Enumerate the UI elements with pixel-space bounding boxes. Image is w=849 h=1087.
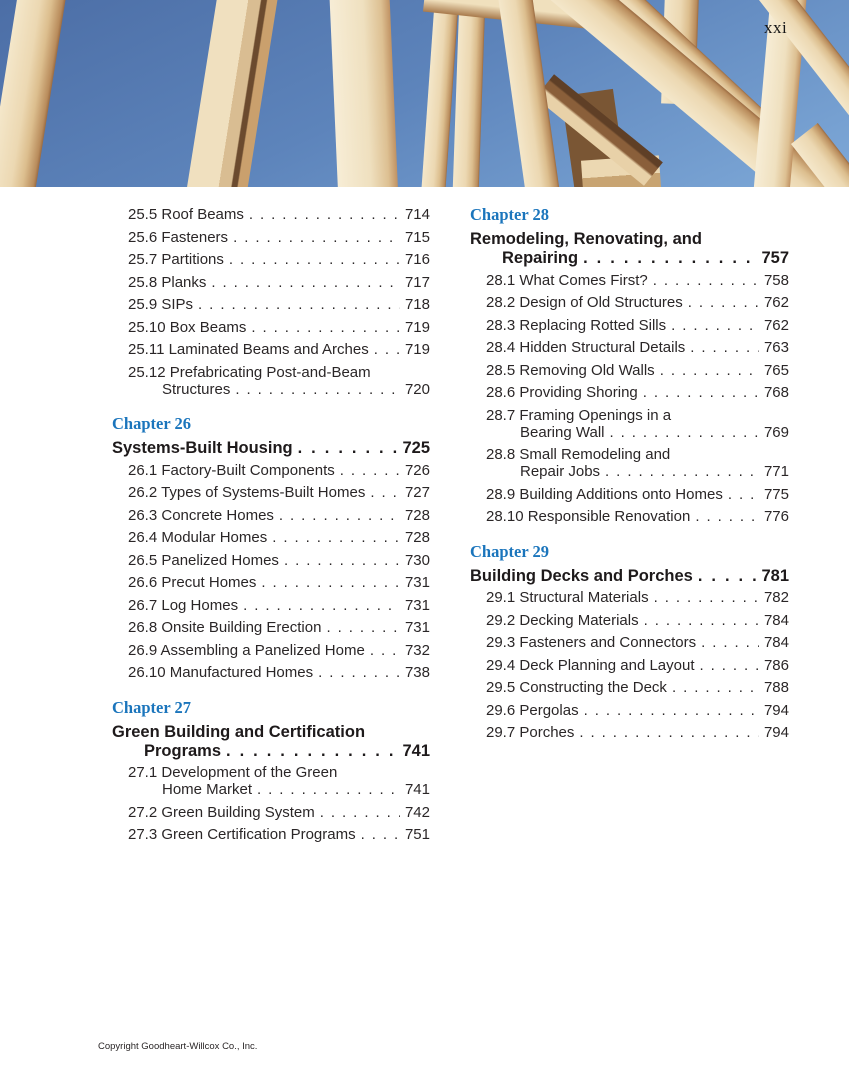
dot-leader [272, 527, 400, 550]
toc-entry [470, 484, 789, 507]
page-ref: 786 [763, 656, 789, 674]
toc-entry [112, 595, 430, 618]
page-ref: 741 [404, 781, 430, 798]
chapter-number-heading [112, 413, 430, 436]
chapter-title-text: Building Decks and Porches [470, 566, 693, 585]
page-ref: 781 [761, 566, 789, 585]
page-ref: 728 [404, 529, 430, 546]
dot-leader [671, 315, 759, 338]
dot-leader [229, 249, 400, 272]
page-number: xxi [764, 18, 788, 37]
toc-entry-continued-text: Bearing Wall [520, 423, 605, 441]
dot-leader [579, 722, 759, 745]
toc-entry [470, 722, 789, 745]
toc-entry-text: 26.5 Panelized Homes [128, 551, 279, 569]
page-ref: 719 [404, 318, 430, 336]
toc-entry-text: 26.9 Assembling a Panelized Home [128, 641, 365, 659]
chapter-title-continued [470, 247, 789, 270]
page-ref: 715 [404, 228, 430, 246]
toc-entry [112, 824, 430, 847]
page-ref: 784 [763, 634, 789, 651]
page-ref: 751 [404, 826, 430, 843]
dot-leader [257, 779, 400, 802]
dot-leader [261, 572, 400, 595]
dot-leader [672, 677, 759, 700]
dot-leader [226, 740, 397, 763]
dot-leader [198, 294, 400, 317]
toc-entry [470, 337, 789, 360]
toc-entry-text: 29.3 Fasteners and Connectors [486, 634, 697, 651]
toc-column-right [470, 204, 789, 745]
toc-entry-text: 25.11 Laminated Beams and Arches [128, 341, 369, 358]
toc-entry-text: 29.7 Porches [486, 724, 575, 741]
page-ref: 717 [404, 273, 430, 291]
toc-entry [112, 482, 430, 505]
toc-entry-text: 28.9 Building Additions onto Homes [486, 485, 723, 503]
dot-leader [695, 506, 759, 529]
toc-entry-text: 27.3 Green Certification Programs [128, 826, 356, 843]
chapter-title-text: Remodeling, Renovating, and [470, 230, 702, 248]
toc-column-left [112, 204, 430, 847]
toc-entry-text: 26.3 Concrete Homes [128, 506, 274, 524]
page-ref: 794 [763, 724, 789, 741]
page-ref: 762 [763, 294, 789, 311]
page-ref: 782 [763, 589, 789, 606]
toc-entry [470, 632, 789, 655]
toc-entry-text: 29.1 Structural Materials [486, 589, 649, 606]
toc-entry [112, 550, 430, 573]
page-ref: 730 [404, 551, 430, 569]
toc-entry [112, 505, 430, 528]
toc-entry [470, 270, 789, 293]
toc-entry [470, 700, 789, 723]
page-ref: 728 [404, 506, 430, 524]
toc-entry-text: 29.4 Deck Planning and Layout [486, 656, 695, 674]
chapter-title-text: Systems-Built Housing [112, 439, 293, 457]
toc-block [470, 204, 789, 529]
wood-stud-leaning [185, 0, 280, 187]
toc-entry-text: 26.2 Types of Systems-Built Homes [128, 484, 366, 501]
dot-leader [609, 422, 758, 445]
chapter-number-heading [112, 697, 430, 720]
toc-entry-text: 28.8 Small Remodeling and [486, 446, 671, 463]
toc-entry-continued-text: Structures [162, 380, 231, 398]
dot-leader [361, 824, 400, 847]
toc-entry [112, 617, 430, 640]
wood-stud-pair-2 [452, 0, 485, 187]
toc-entry-text: 26.8 Onsite Building Erection [128, 619, 322, 636]
toc-entry-text: 28.10 Responsible Renovation [486, 508, 691, 525]
dot-leader [699, 655, 758, 678]
dot-leader [643, 382, 759, 405]
toc-entry [470, 677, 789, 700]
toc-entry [112, 339, 430, 362]
dot-leader [690, 337, 759, 360]
chapter-title-text: Green Building and Certification [112, 722, 366, 741]
toc-entry-text: 26.7 Log Homes [128, 596, 239, 614]
toc-entry-text: 25.6 Fasteners [128, 228, 229, 246]
toc-entry-text: 27.1 Development of the Green [128, 764, 338, 781]
toc-entry-text: 28.2 Design of Old Structures [486, 294, 683, 311]
toc-entry [112, 317, 430, 340]
toc-entry [112, 527, 430, 550]
page-ref: 731 [404, 619, 430, 636]
toc-block [112, 697, 430, 847]
chapter-number-heading-text: Chapter 29 [470, 541, 549, 561]
dot-leader [298, 437, 398, 460]
dot-leader [370, 640, 400, 663]
toc-entry-continued-text: Home Market [162, 781, 253, 798]
page-ref: 762 [763, 316, 789, 334]
dot-leader [233, 227, 400, 250]
dot-leader [249, 204, 400, 227]
dot-leader [605, 461, 759, 484]
wood-stud-left-edge [0, 0, 68, 187]
chapter-number-heading-text: Chapter 28 [470, 205, 549, 224]
chapter-number-heading-text: Chapter 26 [112, 414, 191, 433]
toc-entry-text: 28.6 Providing Shoring [486, 384, 638, 401]
copyright-notice: Copyright Goodheart-Willcox Co., Inc. [98, 1041, 258, 1052]
page-ref: 775 [763, 485, 789, 503]
chapter-title-continued-text: Repairing [502, 249, 579, 267]
page-ref: 741 [402, 741, 430, 760]
page-ref: 784 [763, 611, 789, 629]
dot-leader [326, 617, 400, 640]
page-ref: 771 [763, 463, 789, 480]
toc-entry [112, 640, 430, 663]
toc-entry-text: 29.2 Decking Materials [486, 611, 639, 629]
toc-entry [470, 587, 789, 610]
page-ref: 765 [763, 361, 789, 379]
toc-entry-text: 26.10 Manufactured Homes [128, 664, 314, 681]
toc-block [470, 541, 789, 745]
dot-leader [320, 802, 400, 825]
dot-leader [284, 550, 400, 573]
dot-leader [279, 505, 400, 528]
dot-leader [318, 662, 400, 685]
page-ref: 794 [763, 701, 789, 719]
page-ref: 738 [404, 664, 430, 681]
dot-leader [698, 565, 757, 588]
chapter-title [112, 437, 430, 460]
page-ref: 720 [404, 380, 430, 398]
dot-leader [374, 339, 400, 362]
dot-leader [701, 632, 759, 655]
dot-leader [644, 610, 759, 633]
toc-entry [470, 292, 789, 315]
toc-entry [112, 227, 430, 250]
page-ref: 716 [404, 251, 430, 268]
dot-leader [340, 460, 400, 483]
toc-entry-text: 25.12 Prefabricating Post-and-Beam [128, 363, 371, 381]
toc-entry-text: 28.4 Hidden Structural Details [486, 339, 686, 356]
page-ref: 758 [763, 271, 789, 289]
toc-entry [112, 460, 430, 483]
toc-block [112, 413, 430, 685]
wood-stud-center [329, 0, 399, 187]
toc-entry-continued-text: Repair Jobs [520, 463, 601, 480]
toc-entry-text: 26.6 Precut Homes [128, 574, 257, 591]
page-ref: 731 [404, 574, 430, 591]
chapter-title-continued [112, 740, 430, 763]
toc-entry-text: 28.7 Framing Openings in a [486, 406, 672, 424]
toc-entry-text: 25.9 SIPs [128, 296, 194, 313]
page-ref: 768 [763, 384, 789, 401]
chapter-number-heading [470, 204, 789, 227]
toc-block [112, 204, 430, 401]
toc-entry-text: 25.5 Roof Beams [128, 206, 244, 223]
toc-entry-text: 28.1 What Comes First? [486, 271, 648, 289]
chapter-title-continued-text: Programs [144, 741, 222, 760]
toc-entry [470, 315, 789, 338]
toc-entry [112, 204, 430, 227]
toc-entry [470, 506, 789, 529]
toc-entry-text: 26.1 Factory-Built Components [128, 461, 335, 479]
toc-entry-text: 25.10 Box Beams [128, 318, 247, 336]
dot-leader [660, 360, 759, 383]
page-ref: 769 [763, 423, 789, 441]
page-ref: 714 [404, 206, 430, 223]
toc-entry [112, 272, 430, 295]
toc-entry [112, 294, 430, 317]
chapter-number-heading [470, 541, 789, 564]
toc-entry [112, 802, 430, 825]
toc-entry [112, 662, 430, 685]
dot-leader [211, 272, 400, 295]
toc-entry-text: 29.5 Constructing the Deck [486, 679, 667, 696]
toc-entry-text: 26.4 Modular Homes [128, 529, 268, 546]
toc-entry-text: 28.3 Replacing Rotted Sills [486, 316, 667, 334]
page-ref: 742 [404, 803, 430, 821]
page-ref: 763 [763, 339, 789, 356]
page-ref: 731 [404, 596, 430, 614]
page-ref: 732 [404, 641, 430, 659]
toc-entry-text: 25.7 Partitions [128, 251, 224, 268]
toc-entry-text: 28.5 Removing Old Walls [486, 361, 655, 379]
page-ref: 757 [761, 249, 789, 267]
toc-entry [470, 360, 789, 383]
dot-leader [653, 270, 759, 293]
toc-entry-text: 25.8 Planks [128, 273, 207, 291]
dot-leader [583, 247, 756, 270]
page-ref: 727 [404, 484, 430, 501]
chapter-number-heading-text: Chapter 27 [112, 697, 191, 717]
toc-entry [470, 610, 789, 633]
dot-leader [728, 484, 759, 507]
toc-entry-text: 29.6 Pergolas [486, 701, 579, 719]
page-ref: 725 [402, 439, 430, 457]
dot-leader [688, 292, 759, 315]
dot-leader [243, 595, 400, 618]
page-ref: 719 [404, 341, 430, 358]
header-photo-framing [0, 0, 849, 187]
page-ref: 726 [404, 461, 430, 479]
toc-entry [470, 382, 789, 405]
dot-leader [654, 587, 759, 610]
toc-entry-text: 27.2 Green Building System [128, 803, 315, 821]
page-ref: 788 [763, 679, 789, 696]
dot-leader [370, 482, 400, 505]
page-ref: 718 [404, 296, 430, 313]
dot-leader [251, 317, 400, 340]
toc-entry [112, 572, 430, 595]
toc-entry [470, 655, 789, 678]
page-ref: 776 [763, 508, 789, 525]
dot-leader [584, 700, 759, 723]
toc-entry [112, 249, 430, 272]
chapter-title [470, 565, 789, 588]
dot-leader [235, 379, 400, 402]
